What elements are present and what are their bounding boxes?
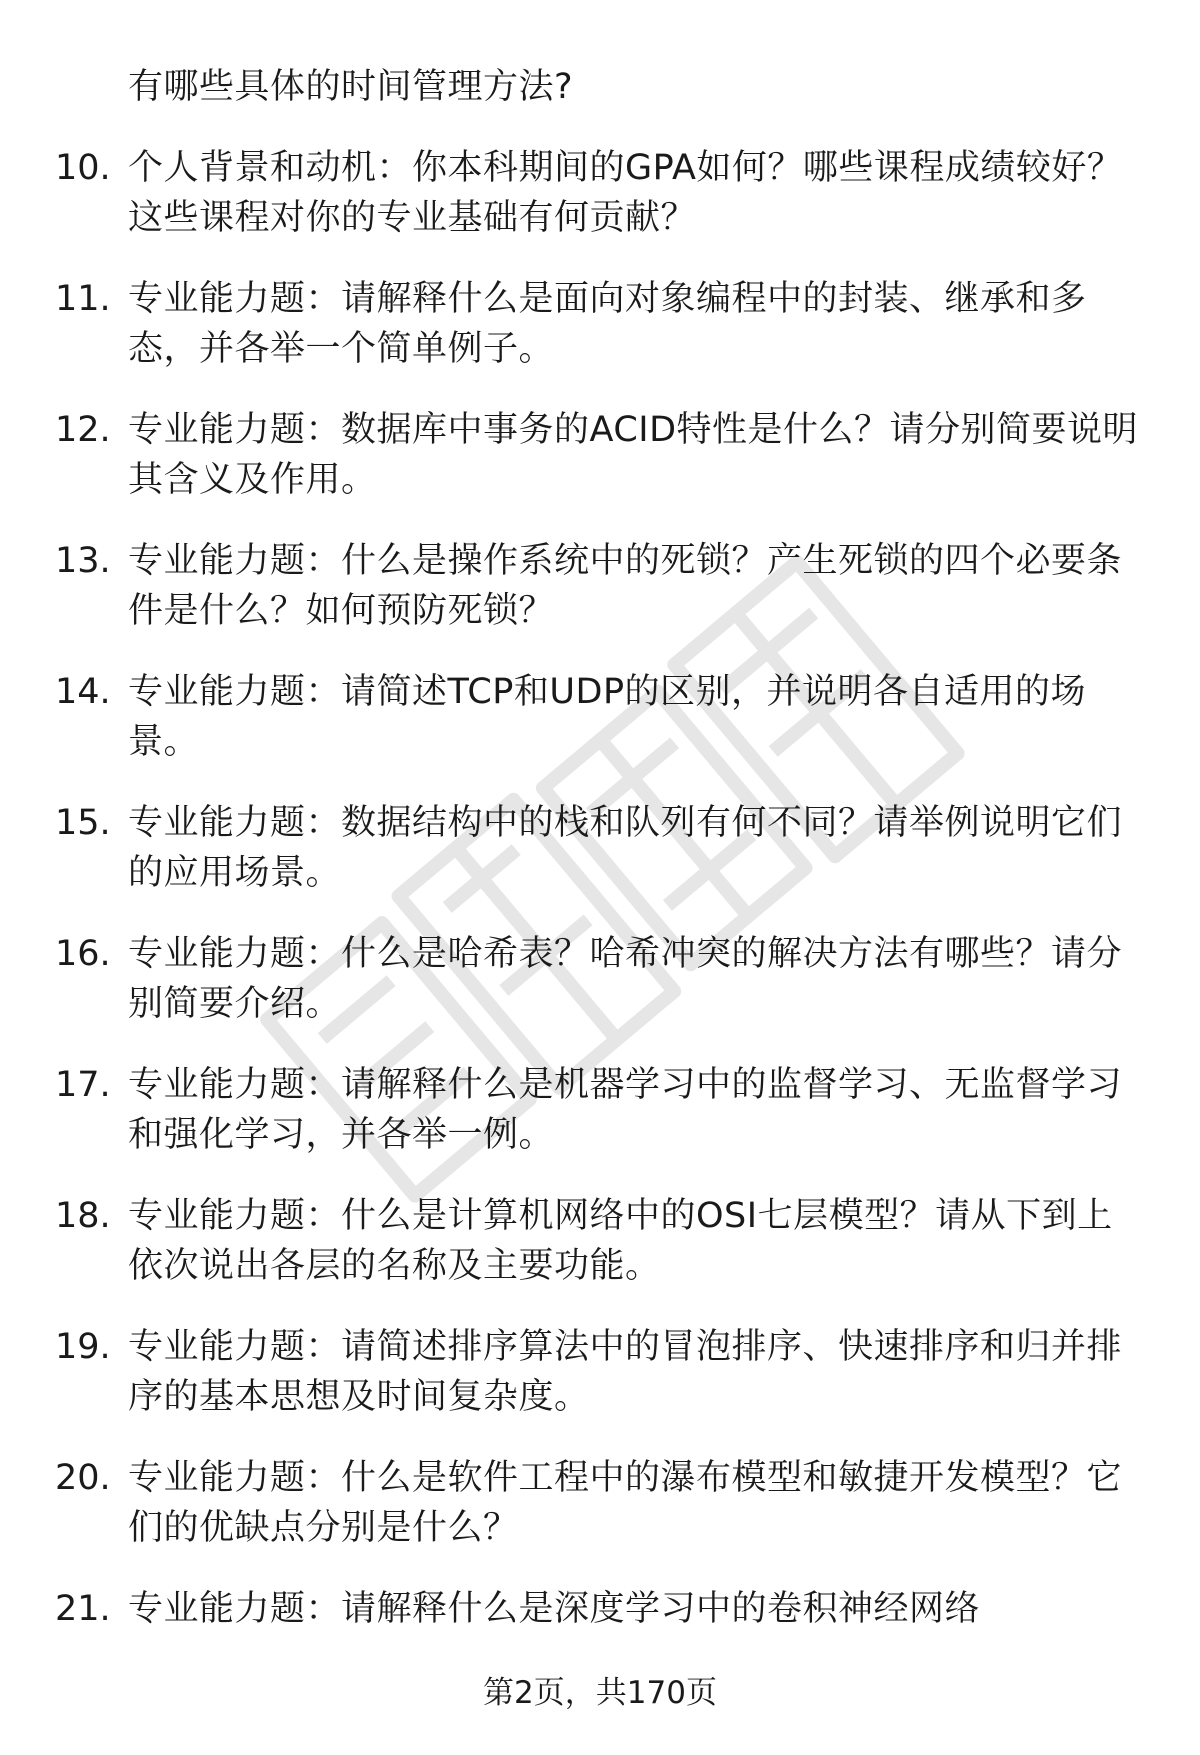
question-text-line: 景。 [128,722,200,762]
question-text [128,1453,1158,1553]
question-text [128,405,1158,505]
question-text-line: 专业能力题：请解释什么是面向对象编程中的封装、继承和多 [128,279,1087,319]
question-item [0,1453,1200,1584]
question-text-line: 们的优缺点分别是什么？ [128,1508,519,1548]
question-text-line: 专业能力题：请解释什么是深度学习中的卷积神经网络 [128,1589,981,1629]
question-number: 13. [55,541,111,581]
question-list [0,143,1200,1715]
question-text-line: 件是什么？如何预防死锁？ [128,591,555,631]
question-item [0,798,1200,929]
question-text-line: 态，并各举一个简单例子。 [128,329,555,369]
question-text-line: 个人背景和动机：你本科期间的GPA如何？哪些课程成绩较好？ [128,148,1123,188]
question-item [0,1191,1200,1322]
question-number: 11. [55,279,111,319]
question-text-line: 专业能力题：什么是操作系统中的死锁？产生死锁的四个必要条 [128,541,1123,581]
question-item [0,274,1200,405]
question-number: 12. [55,410,111,450]
question-number: 16. [55,934,111,974]
question-text [128,1322,1158,1422]
question-number: 20. [55,1458,111,1498]
question-text-line: 这些课程对你的专业基础有何贡献？ [128,198,697,238]
question-text [128,143,1158,243]
question-text-line: 专业能力题：什么是软件工程中的瀑布模型和敏捷开发模型？它 [128,1458,1123,1498]
question-number: 18. [55,1196,111,1236]
question-text-line: 专业能力题：请简述TCP和UDP的区别，并说明各自适用的场 [128,672,1087,712]
question-number: 21. [55,1589,111,1629]
question-number: 19. [55,1327,111,1367]
question-item [0,929,1200,1060]
question-text-line: 其含义及作用。 [128,460,377,500]
question-text-line: 专业能力题：什么是计算机网络中的OSI七层模型？请从下到上 [128,1196,1113,1236]
question-item [0,1060,1200,1191]
question-text [128,536,1158,636]
question-text-line: 和强化学习，并各举一例。 [128,1115,555,1155]
question-item [0,667,1200,798]
question-text-line: 别简要介绍。 [128,984,342,1024]
question-number: 14. [55,672,111,712]
question-text [128,274,1158,374]
question-text [128,1584,1158,1634]
question-text [128,1191,1158,1291]
question-text [128,667,1158,767]
question-item [0,536,1200,667]
question-item [0,143,1200,274]
question-text-line: 专业能力题：数据库中事务的ACID特性是什么？请分别简要说明 [128,410,1139,450]
question-number: 15. [55,803,111,843]
question-number: 10. [55,148,111,188]
question-text-line: 专业能力题：请简述排序算法中的冒泡排序、快速排序和归并排 [128,1327,1123,1367]
question-item [0,1322,1200,1453]
question-text [128,929,1158,1029]
question-text-line: 专业能力题：数据结构中的栈和队列有何不同？请举例说明它们 [128,803,1123,843]
question-text [128,1060,1158,1160]
page-footer-label: 第2页，共170页 [483,1675,717,1711]
question-item [0,405,1200,536]
question-text-line: 序的基本思想及时间复杂度。 [128,1377,590,1417]
continued-question-text: 有哪些具体的时间管理方法? [128,67,574,107]
question-number: 17. [55,1065,111,1105]
question-text-line: 依次说出各层的名称及主要功能。 [128,1246,661,1286]
question-text-line: 的应用场景。 [128,853,342,893]
question-text-line: 专业能力题：什么是哈希表？哈希冲突的解决方法有哪些？请分 [128,934,1123,974]
question-text [128,798,1158,898]
question-text-line: 专业能力题：请解释什么是机器学习中的监督学习、无监督学习 [128,1065,1123,1105]
